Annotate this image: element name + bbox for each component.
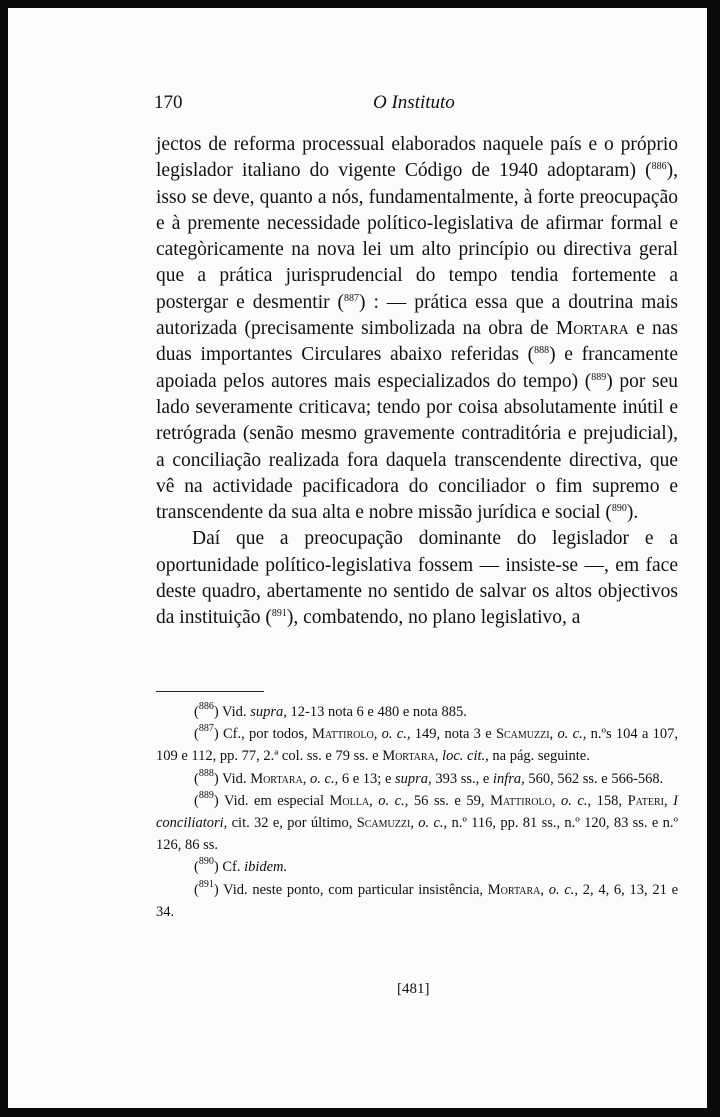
footnote: ($^{888}$) Vid. Mortara, o. c., 6 e 13; e supra, 393 ss., e infra, 560, 562 ss. e 566-568. (194, 767, 664, 787)
footnotes (156, 701, 678, 923)
author-name: Mortara (555, 318, 629, 340)
footnote: ($^{889}$) Vid. em especial Molla, o. c., 56 ss. e 59, Mattirolo, o. c., 158, Pateri, I conciliatori, cit. 32 e, por último, Scamuzzi, o. c., n.º 116, pp. 81 ss., n.º 120, 83 ss. e n.º 126, 86 ss. (156, 789, 678, 854)
footnote-separator (156, 691, 264, 692)
footnote-ref: 886 (651, 161, 667, 173)
footnote: ($^{887}$) Cf., por todos, Mattirolo, o. c., 149, nota 3 e Scamuzzi, o. c., n.ºs 104 a 107, 109 e 112, pp. 77, 2.ª col. ss. e 79 ss. e Mortara, loc. cit., na pág. seguinte. (156, 723, 679, 765)
footnote-ref: 890 (611, 503, 627, 515)
paragraph: Daí que a preocupação dominante do legislador e a oportunidade político-legislativa fossem — insiste-se —, em face deste quadro, abertamente no sentido de salvar os altos objectivos da instituição ($^{891}$), combatendo, no plano legislativo, a (156, 528, 678, 629)
footnote: ($^{886}$) Vid. supra, 12-13 nota 6 e 480 e nota 885. (194, 701, 467, 720)
paragraph: jectos de reforma processual elaborados naquele país e o próprio legislador italiano do vigente Código de 1940 adoptaram) ($^{886}$), isso se deve, quanto a nós, fundamentalmente, à forte preocupação e à premente necessidade político-legislativa de afirmar formal e categòricamente na nova lei um alto princípio ou directiva geral que a prática jurisprudencial do tempo tendia fortemente a postergar e desmentir ($^{887}$) : — prática essa que a doutrina mais autorizada (precisamente simbolizada na obra de Mortara e nas duas importantes Circulares abaixo referidas ($^{888}$) e francamente apoiada pelos autores mais especializados do tempo) ($^{889}$) por seu lado severamente criticava; tendo por coisa absolutamente inútil e retrógrada (senão mesmo gravemente contraditória e prejudicial), a conciliação realizada fora daquela transcendente directiva, que vê na actividade pacificadora do conciliador o fim supremo e transcendente da sua alta e nobre missão jurídica e social ($^{890}$). (156, 134, 678, 524)
folio-number: [481] (397, 981, 430, 997)
page-number: 170 (154, 92, 183, 113)
footnote-ref: 888 (534, 345, 550, 357)
footnote-ref: 887 (344, 292, 360, 304)
footnote: ($^{890}$) Cf. ibidem. (194, 856, 288, 876)
footnote-ref: 889 (591, 371, 607, 383)
running-title: O Instituto (373, 92, 455, 113)
footnote: ($^{891}$) Vid. neste ponto, com particular insistência, Mortara, o. c., 2, 4, 6, 13, 21 e 34. (156, 878, 678, 920)
book-page (8, 8, 707, 1108)
page-header (148, 92, 678, 122)
main-text (156, 132, 678, 632)
footnote-ref: 891 (271, 608, 287, 620)
